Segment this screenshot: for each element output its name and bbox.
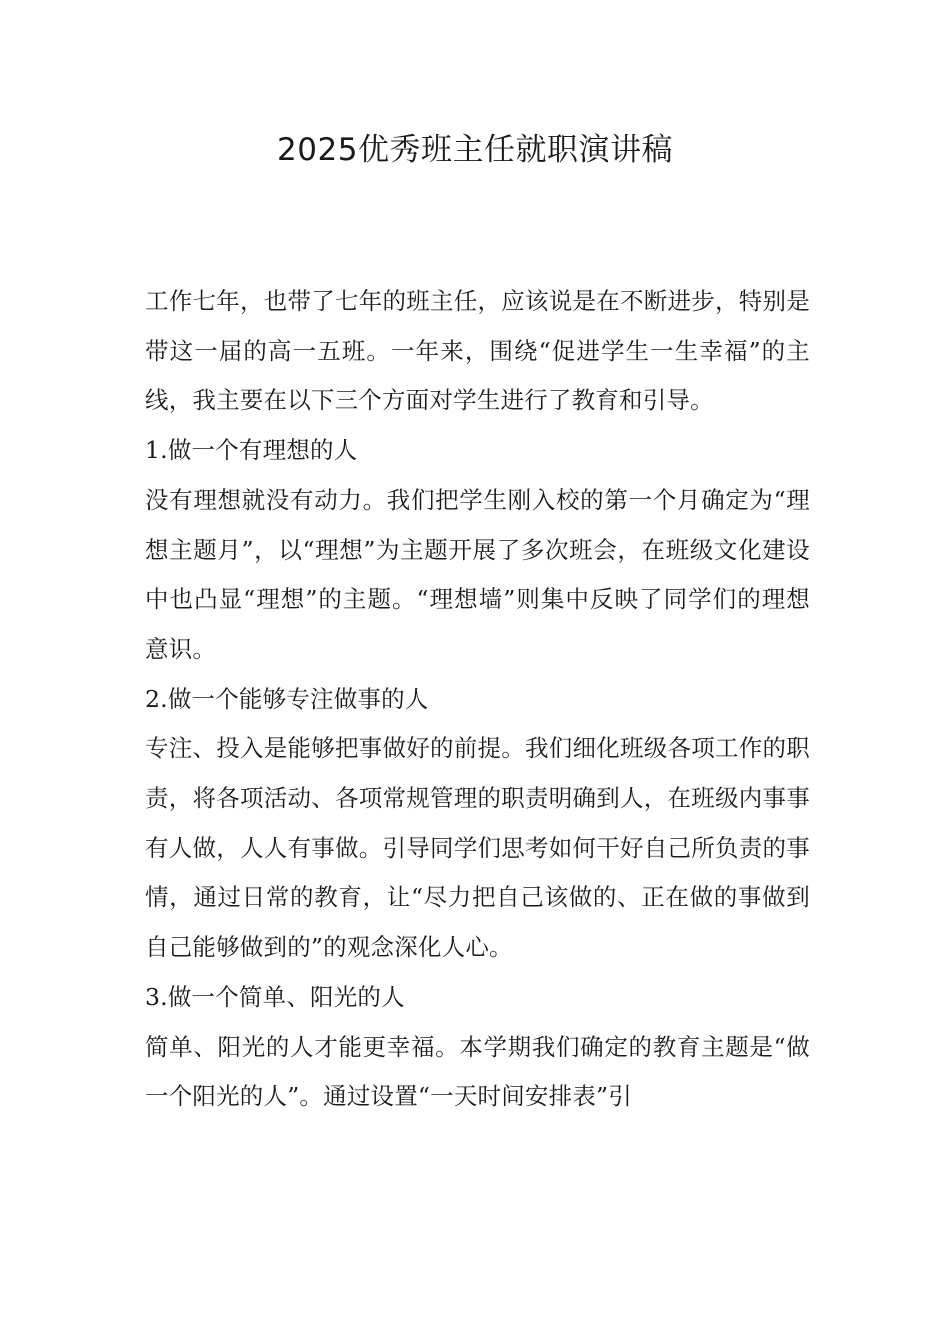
document-body — [145, 277, 810, 1122]
section-paragraph-1: 没有理想就没有动力。我们把学生刚入校的第一个月确定为“理想主题月”，以“理想”为主题开展了多次班会，在班级文化建设中也凸显“理想”的主题。“理想墙”则集中反映了同学们的理想意识。 — [145, 485, 810, 663]
section-heading-3: 3.做一个简单、阳光的人 — [145, 982, 405, 1011]
section-heading-2: 2.做一个能够专注做事的人 — [145, 684, 429, 713]
section-paragraph-3: 简单、阳光的人才能更幸福。本学期我们确定的教育主题是“做一个阳光的人”。通过设置“一天时间安排表”引 — [145, 1032, 810, 1111]
section-heading-1: 1.做一个有理想的人 — [145, 436, 358, 465]
intro-paragraph: 工作七年，也带了七年的班主任，应该说是在不断进步，特别是带这一届的高一五班。一年来，围绕“促进学生一生幸福”的主线，我主要在以下三个方面对学生进行了教育和引导。 — [145, 287, 810, 415]
document-title: 2025优秀班主任就职演讲稿 — [277, 132, 673, 168]
section-paragraph-2: 专注、投入是能够把事做好的前提。我们细化班级各项工作的职责，将各项活动、各项常规管理的职责明确到人，在班级内事事有人做，人人有事做。引导同学们思考如何干好自己所负责的事情，通过日常的教育，让“尽力把自己该做的、正在做的事做到自己能够做到的”的观念深化人心。 — [145, 734, 810, 962]
